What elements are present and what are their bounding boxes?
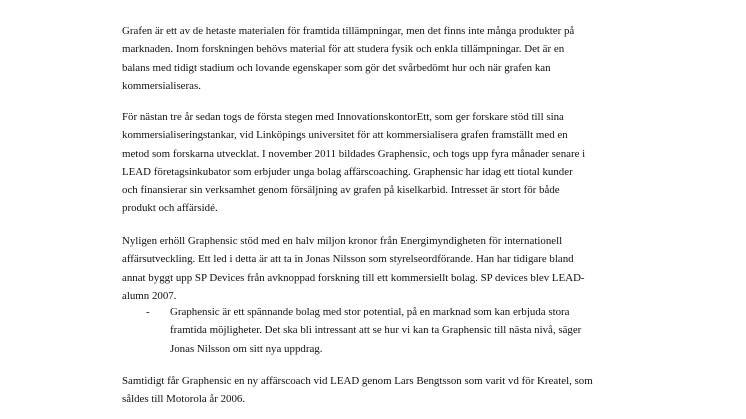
text-line: Graphensic är ett spännande bolag med stor potential, på en marknad som kan erbjuda stora xyxy=(170,306,570,318)
paragraph-grafen-intro xyxy=(122,22,574,95)
bullet-marker: - xyxy=(146,306,150,318)
text-line: kommersialiseras. xyxy=(122,79,201,92)
text-line: produkt och affärsidé. xyxy=(122,202,218,215)
paragraph-energimyndigheten xyxy=(122,232,585,305)
text-line: Samtidigt får Graphensic en ny affärscoach vid LEAD genom Lars Bengtsson som varit vd för Kreatel, som xyxy=(122,375,593,387)
paragraph-affarscoach xyxy=(122,372,593,409)
bullet-quote xyxy=(170,303,581,358)
paragraph-graphensic-history xyxy=(122,108,585,218)
text-line: alumn 2007. xyxy=(122,289,177,302)
text-line: och finansierar sin verksamhet genom försäljning av grafen på kiselkarbid. Intresset är stort för både xyxy=(122,184,560,197)
text-line: metod som forskarna utvecklat. I november 2011 bildades Graphensic, och togs upp fyra månader senare i xyxy=(122,147,586,160)
text-line: såldes till Motorola år 2006. xyxy=(122,393,246,406)
text-line: För nästan tre år sedan togs de första stegen med InnovationskontorEtt, som ger forskare stöd till sina xyxy=(122,111,564,123)
text-line: kommersialiseringstankar, vid Linköpings universitet för att kommersialisera grafen framställt med en xyxy=(122,129,568,142)
text-line: marknaden. Inom forskningen behövs material för att studera fysik och enkla tillämpningar. Det är en xyxy=(122,43,565,56)
text-line: Nyligen erhöll Graphensic stöd med en halv miljon kronor från Energimyndigheten för internationell xyxy=(122,235,563,247)
text-line: Grafen är ett av de hetaste materialen för framtida tillämpningar, men det finns inte många produkter på xyxy=(122,25,575,37)
text-line: affärsutveckling. Ett led i detta är att ta in Jonas Nilsson som styrelseordförande. Han har tidigare bland xyxy=(122,253,574,266)
text-line: framtida möjligheter. Det ska bli intressant att se hur vi kan ta Graphensic till nästa nivå, säger xyxy=(170,324,582,337)
text-line: LEAD företagsinkubator som erbjuder unga bolag affärscoaching. Graphensic har idag ett tiotal kunder xyxy=(122,165,573,178)
text-line: balans med tidigt stadium och lovande egenskaper som gör det svårbedömt hur och när grafen kan xyxy=(122,61,551,74)
text-line: annat byggt upp SP Devices från avknoppad forskning till ett kommersiellt bolag. SP devices blev LEAD- xyxy=(122,271,585,284)
text-line: Jonas Nilsson om sitt nya uppdrag. xyxy=(170,342,323,355)
